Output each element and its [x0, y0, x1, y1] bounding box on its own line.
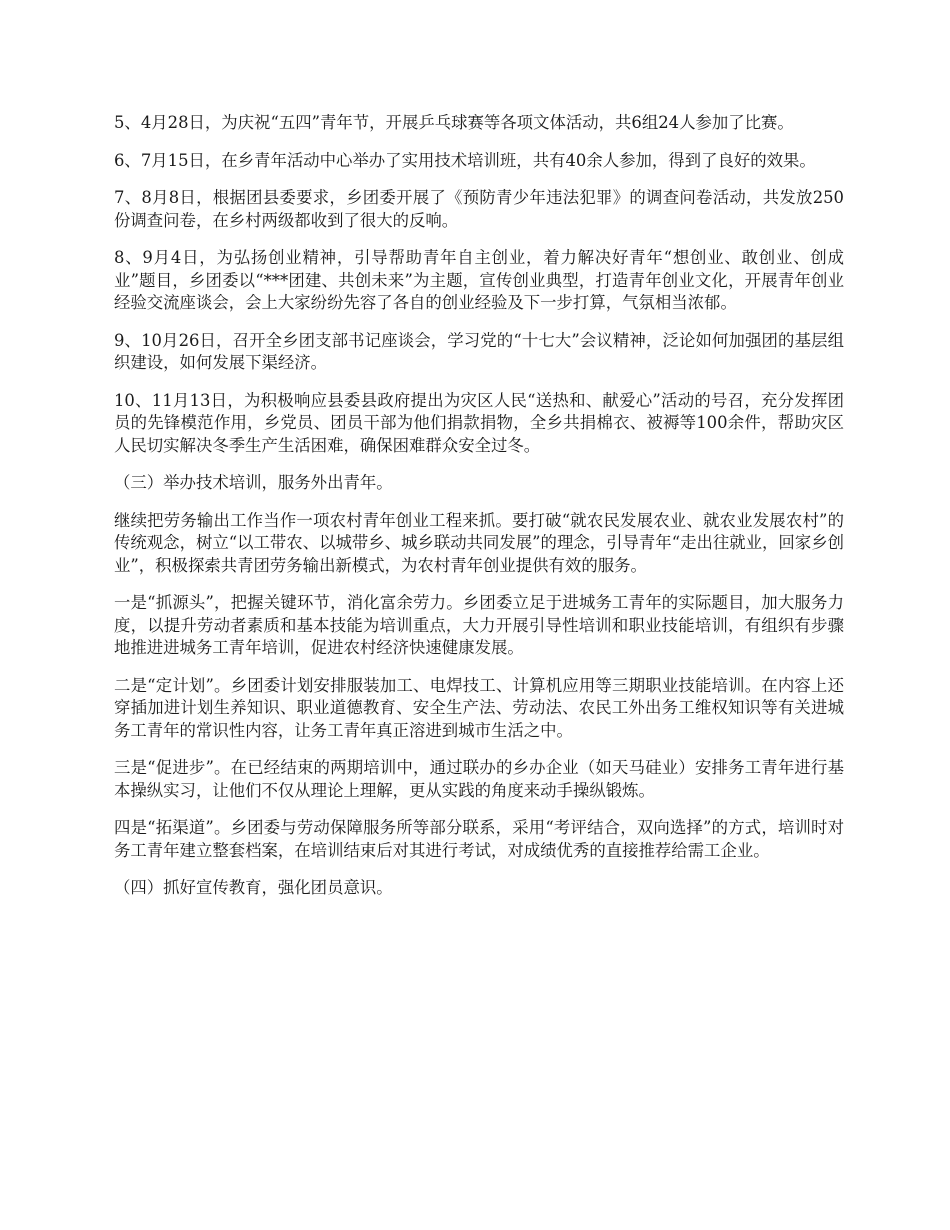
section-heading-3: （三）举办技术培训，服务外出青年。: [114, 473, 393, 492]
paragraph-item-6-tech-training: 6、7月15日，在乡青年活动中心举办了实用技术培训班，共有40余人参加，得到了良好的效果。: [114, 150, 816, 170]
paragraph-item-10-disaster-relief: 10、11月13日，为积极响应县委县政府提出为灾区人民“送热和、献爱心”活动的号召，充分发挥团员的先锋模范作用，乡党员、团员干部为他们捐款捐物，全乡共捐棉衣、被褥等100余件，帮助灾区人民切实解决冬季生产生活困难，确保困难群众安全过冬。: [114, 390, 844, 455]
paragraph-point-plan: 二是“定计划”。乡团委计划安排服装加工、电焊技工、计算机应用等三期职业技能培训。在内容上还穿插加进计划生养知识、职业道德教育、安全生产法、劳动法、农民工外出务工维权知识等有关进城务工青年的常识性内容，让务工青年真正溶进到城市生活之中。: [114, 675, 844, 740]
section-heading-4: （四）抓好宣传教育，强化团员意识。: [114, 878, 393, 897]
paragraph-item-8-entrepreneurship: 8、9月4日，为弘扬创业精神，引导帮助青年自主创业，着力解决好青年“想创业、敢创业、创成业”题目，乡团委以“***团建、共创未来”为主题，宣传创业典型，打造青年创业文化，开展青年创业经验交流座谈会，会上大家纷纷先容了各自的创业经验及下一步打算，气氛相当浓郁。: [114, 248, 844, 312]
paragraph-point-progress: 三是“促进步”。在已经结束的两期培训中，通过联办的乡办企业（如天马硅业）安排务工青年进行基本操纵实习，让他们不仅从理论上理解，更从实践的角度来动手操纵锻炼。: [114, 758, 844, 800]
paragraph-point-channels: 四是“拓渠道”。乡团委与劳动保障服务所等部分联系，采用“考评结合，双向选择”的方式，培训时对务工青年建立整套档案，在培训结束后对其进行考试，对成绩优秀的直接推荐给需工企业。: [114, 818, 844, 860]
paragraph-item-9-symposium: 9、10月26日，召开全乡团支部书记座谈会，学习党的“十七大”会议精神，泛论如何加强团的基层组织建设，如何发展下渠经济。: [114, 330, 844, 372]
document-body: [114, 112, 844, 915]
paragraph-point-source: 一是“抓源头”，把握关键环节，消化富余劳力。乡团委立足于进城务工青年的实际题目，加大服务力度，以提升劳动者素质和基本技能为培训重点，大力开展引导性培训和职业技能培训，有组织有步骤地推进进城务工青年培训，促进农村经济快速健康发展。: [114, 593, 844, 657]
paragraph-item-7-survey: 7、8月8日，根据团县委要求，乡团委开展了《预防青少年违法犯罪》的调查问卷活动，共发放250份调查问卷，在乡村两级都收到了很大的反响。: [114, 188, 844, 230]
paragraph-labor-export: 继续把劳务输出工作当作一项农村青年创业工程来抓。要打破“就农民发展农业、就农业发展农村”的传统观念，树立“以工带农、以城带乡、城乡联动共同发展”的理念，引导青年“走出往就业，回家乡创业”，积极探索共青团劳务输出新模式，为农村青年创业提供有效的服务。: [114, 510, 844, 575]
paragraph-item-5-table-tennis: 5、4月28日，为庆祝“五四”青年节，开展乒乓球赛等各项文体活动，共6组24人参加了比赛。: [114, 113, 794, 132]
